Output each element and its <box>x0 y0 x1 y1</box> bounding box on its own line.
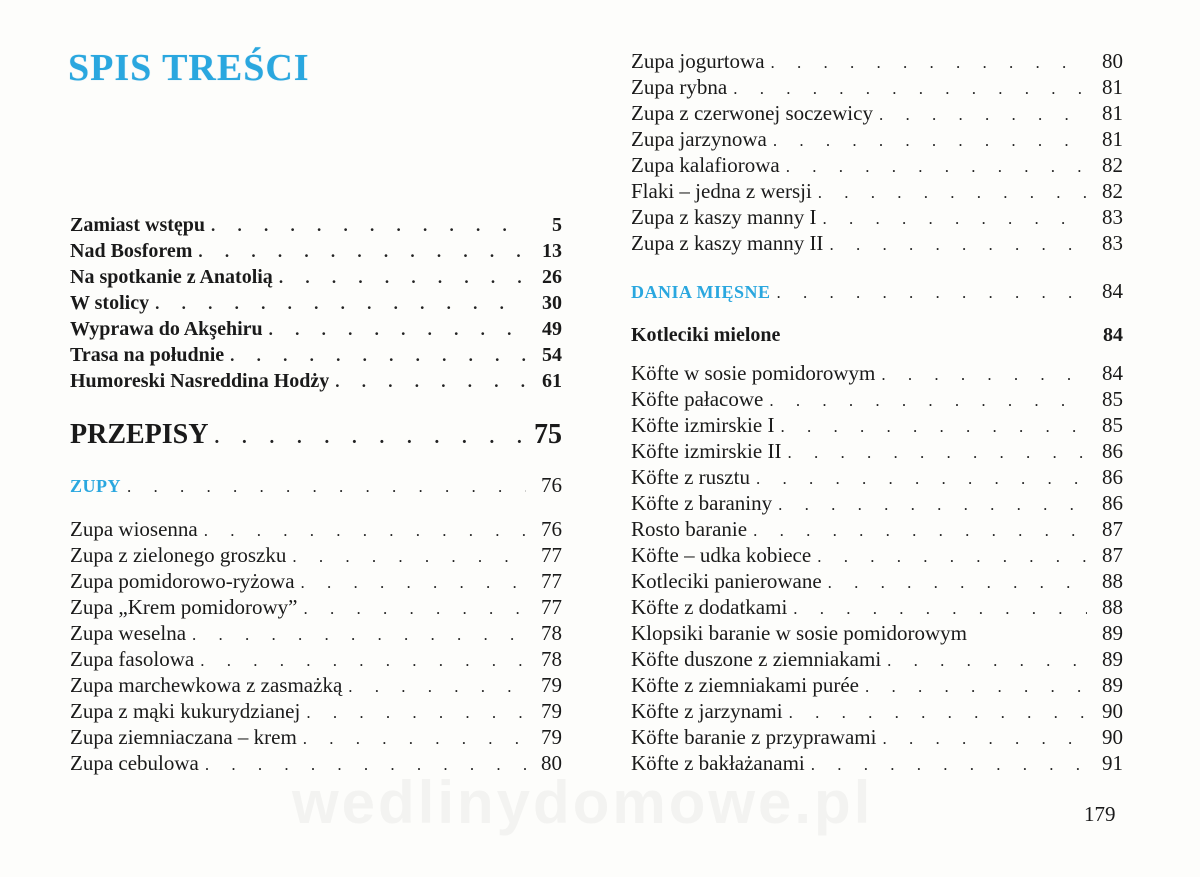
toc-entry-page: 77 <box>541 595 562 619</box>
dot-leader <box>818 180 1087 206</box>
toc-entry-page: 79 <box>541 673 562 697</box>
toc-entry-title: Köfte z jarzynami <box>631 699 783 723</box>
toc-entry[interactable] <box>631 126 1123 152</box>
dot-leader <box>881 362 1087 388</box>
toc-entry-page: 78 <box>541 621 562 645</box>
dot-leader <box>269 317 526 343</box>
toc-entry-page: 82 <box>1102 179 1123 203</box>
dot-leader <box>200 648 526 674</box>
dot-leader <box>192 622 526 648</box>
toc-entry-title: Na spotkanie z Anatolią <box>70 266 273 288</box>
subsection-heading[interactable] <box>631 322 1123 348</box>
category-dania-miesne <box>631 278 1123 304</box>
toc-entry[interactable] <box>631 74 1123 100</box>
toc-entry[interactable] <box>631 646 1123 672</box>
dot-leader <box>778 492 1087 518</box>
toc-entry-title: Zupa cebulowa <box>70 751 199 775</box>
toc-entry-title: Zupa z czerwonej soczewicy <box>631 101 873 125</box>
dot-leader <box>279 265 526 291</box>
toc-entry-title: Flaki – jedna z wersji <box>631 179 812 203</box>
toc-entry-title: Trasa na południe <box>70 344 225 366</box>
toc-entry-page: 5 <box>552 214 562 236</box>
dot-leader <box>786 154 1087 180</box>
toc-entry[interactable] <box>70 516 562 542</box>
dot-leader <box>771 50 1087 76</box>
toc-entry[interactable] <box>70 698 562 724</box>
toc-entry-title: Wyprawa do Akşehiru <box>70 318 263 340</box>
category-zupy <box>70 472 562 498</box>
toc-entry[interactable] <box>631 698 1123 724</box>
toc-entry-page: 79 <box>541 725 562 749</box>
subsection-heading-title: Kotleciki mielone <box>631 324 781 346</box>
toc-entry-title: Köfte z rusztu <box>631 465 750 489</box>
toc-entry[interactable] <box>631 672 1123 698</box>
toc-entry[interactable] <box>631 464 1123 490</box>
toc-entry[interactable] <box>70 750 562 776</box>
toc-entry-page: 86 <box>1102 465 1123 489</box>
toc-entry-page: 77 <box>541 569 562 593</box>
watermark: wedlinydomowe.pl <box>292 769 874 836</box>
toc-entry-title: Köfte izmirskie II <box>631 439 782 463</box>
toc-entry[interactable] <box>631 204 1123 230</box>
intro-chapter-list <box>70 212 562 394</box>
toc-entry-page: 83 <box>1102 231 1123 255</box>
dot-leader <box>811 752 1087 778</box>
toc-entry-title: Zupa fasolowa <box>70 647 195 671</box>
dot-leader <box>204 518 526 544</box>
toc-entry-title: Zupa kalafiorowa <box>631 153 780 177</box>
dot-leader <box>777 280 1087 306</box>
dot-leader <box>155 291 526 317</box>
toc-entry-title: Zamiast wstępu <box>70 214 206 236</box>
subsection-heading-page: 84 <box>1103 324 1123 346</box>
dot-leader <box>211 213 526 239</box>
toc-entry[interactable] <box>70 568 562 594</box>
toc-entry-page: 77 <box>541 543 562 567</box>
toc-entry[interactable] <box>631 750 1123 776</box>
dot-leader <box>829 232 1087 258</box>
toc-entry[interactable] <box>631 724 1123 750</box>
toc-entry[interactable] <box>631 490 1123 516</box>
dot-leader <box>335 369 526 395</box>
toc-entry-page: 89 <box>1102 647 1123 671</box>
toc-entry-title: Zupa weselna <box>70 621 187 645</box>
dot-leader <box>214 421 526 455</box>
dot-leader <box>879 102 1087 128</box>
toc-left-column <box>70 212 562 394</box>
category-heading-title: ZUPY <box>70 476 121 496</box>
toc-entry-title: Köfte duszone z ziemniakami <box>631 647 882 671</box>
toc-entry-page: 80 <box>1102 49 1123 73</box>
toc-entry-page: 81 <box>1102 75 1123 99</box>
soup-list <box>70 516 562 776</box>
toc-entry-title: Rosto baranie <box>631 517 748 541</box>
dot-leader <box>348 674 526 700</box>
toc-entry[interactable] <box>70 368 562 394</box>
dot-leader <box>198 239 526 265</box>
meat-dish-list <box>631 360 1123 776</box>
toc-entry-title: Zupa z zielonego groszku <box>70 543 287 567</box>
toc-entry[interactable] <box>70 646 562 672</box>
section-heading[interactable] <box>70 418 562 452</box>
toc-entry[interactable] <box>70 724 562 750</box>
toc-entry-page: 54 <box>542 344 562 366</box>
toc-entry[interactable] <box>70 594 562 620</box>
page-number: 179 <box>1084 802 1116 826</box>
dot-leader <box>733 76 1087 102</box>
toc-entry-page: 76 <box>541 517 562 541</box>
dot-leader <box>789 700 1087 726</box>
section-heading-page: 75 <box>534 419 562 450</box>
dot-leader <box>127 474 526 500</box>
toc-entry-page: 85 <box>1102 387 1123 411</box>
category-heading[interactable] <box>70 472 562 498</box>
toc-entry-title: Köfte z ziemniakami purée <box>631 673 859 697</box>
toc-entry-title: Köfte z dodatkami <box>631 595 788 619</box>
toc-entry[interactable] <box>631 48 1123 74</box>
toc-entry-title: Humoreski Nasreddina Hodży <box>70 370 330 392</box>
toc-entry[interactable] <box>631 568 1123 594</box>
toc-entry-page: 80 <box>541 751 562 775</box>
dot-leader <box>822 206 1087 232</box>
toc-entry-page: 86 <box>1102 439 1123 463</box>
dot-leader <box>303 726 526 752</box>
dot-leader <box>303 596 526 622</box>
toc-entry-title: Zupa z kaszy manny II <box>631 231 824 255</box>
toc-entry-title: Nad Bosforem <box>70 240 193 262</box>
dot-leader <box>882 726 1087 752</box>
toc-entry-page: 91 <box>1102 751 1123 775</box>
toc-entry[interactable] <box>631 152 1123 178</box>
toc-entry-page: 82 <box>1102 153 1123 177</box>
toc-entry[interactable] <box>631 360 1123 386</box>
toc-entry-title: Zupa jogurtowa <box>631 49 765 73</box>
page-title: SPIS TREŚCI <box>68 47 310 89</box>
toc-entry-page: 85 <box>1102 413 1123 437</box>
toc-entry-page: 30 <box>542 292 562 314</box>
toc-entry-title: Klopsiki baranie w sosie pomidorowym <box>631 621 967 645</box>
dot-leader <box>230 343 526 369</box>
toc-entry-title: Zupa ziemniaczana – krem <box>70 725 297 749</box>
toc-entry-title: Kotleciki panierowane <box>631 569 822 593</box>
section-przepisy <box>70 418 562 452</box>
toc-entry[interactable] <box>631 594 1123 620</box>
toc-entry[interactable] <box>631 412 1123 438</box>
toc-entry-title: Zupa rybna <box>631 75 728 99</box>
toc-entry[interactable] <box>631 178 1123 204</box>
category-heading-title: DANIA MIĘSNE <box>631 282 771 302</box>
dot-leader <box>301 570 526 596</box>
toc-entry-page: 87 <box>1102 517 1123 541</box>
toc-entry-title: Zupa marchewkowa z zasmażką <box>70 673 343 697</box>
toc-entry[interactable] <box>70 264 562 290</box>
toc-entry[interactable] <box>70 542 562 568</box>
toc-entry-page: 86 <box>1102 491 1123 515</box>
toc-entry-page: 89 <box>1102 673 1123 697</box>
dot-leader <box>780 414 1087 440</box>
toc-entry-title: W stolicy <box>70 292 150 314</box>
toc-entry-page: 87 <box>1102 543 1123 567</box>
toc-entry-title: Zupa z kaszy manny I <box>631 205 817 229</box>
toc-entry[interactable] <box>631 620 1123 646</box>
toc-entry-title: Köfte – udka kobiece <box>631 543 812 567</box>
toc-entry-title: Köfte w sosie pomidorowym <box>631 361 876 385</box>
toc-left-recipes <box>70 516 562 776</box>
toc-entry-page: 13 <box>542 240 562 262</box>
toc-entry[interactable] <box>70 672 562 698</box>
soup-list-continued <box>631 48 1123 256</box>
category-heading-page: 76 <box>541 473 562 497</box>
toc-entry-page: 26 <box>542 266 562 288</box>
dot-leader <box>756 466 1087 492</box>
toc-entry-page: 90 <box>1102 699 1123 723</box>
toc-entry-page: 61 <box>542 370 562 392</box>
toc-entry-title: Köfte pałacowe <box>631 387 764 411</box>
toc-entry-page: 83 <box>1102 205 1123 229</box>
dot-leader <box>865 674 1087 700</box>
dot-leader <box>306 700 526 726</box>
toc-entry[interactable] <box>631 386 1123 412</box>
category-heading[interactable] <box>631 278 1123 304</box>
dot-leader <box>887 648 1087 674</box>
toc-entry[interactable] <box>631 516 1123 542</box>
toc-entry[interactable] <box>70 238 562 264</box>
dot-leader <box>753 518 1087 544</box>
toc-entry-title: Köfte izmirskie I <box>631 413 775 437</box>
toc-entry-title: Zupa pomidorowo-ryżowa <box>70 569 295 593</box>
toc-entry-page: 79 <box>541 699 562 723</box>
toc-entry-title: Zupa z mąki kukurydzianej <box>70 699 301 723</box>
toc-entry-page: 81 <box>1102 127 1123 151</box>
toc-right-column <box>631 48 1123 256</box>
toc-entry-page: 81 <box>1102 101 1123 125</box>
toc-entry-page: 88 <box>1102 569 1123 593</box>
toc-entry-title: Köfte z baraniny <box>631 491 773 515</box>
dot-leader <box>292 544 526 570</box>
dot-leader <box>787 440 1087 466</box>
toc-entry-title: Zupa „Krem pomidorowy” <box>70 595 298 619</box>
toc-entry-title: Zupa jarzynowa <box>631 127 767 151</box>
toc-entry[interactable] <box>631 230 1123 256</box>
toc-entry-title: Zupa wiosenna <box>70 517 198 541</box>
toc-entry[interactable] <box>631 100 1123 126</box>
toc-entry[interactable] <box>70 342 562 368</box>
toc-entry-page: 89 <box>1102 621 1123 645</box>
toc-entry-title: Köfte z bakłażanami <box>631 751 805 775</box>
dot-leader <box>205 752 526 778</box>
toc-entry-page: 78 <box>541 647 562 671</box>
dot-leader <box>769 388 1087 414</box>
dot-leader <box>773 128 1087 154</box>
category-heading-page: 84 <box>1102 279 1123 303</box>
dot-leader <box>817 544 1087 570</box>
dot-leader <box>793 596 1087 622</box>
subsection-kotleciki <box>631 322 1123 348</box>
toc-entry[interactable] <box>631 438 1123 464</box>
dot-leader <box>828 570 1087 596</box>
toc-entry-page: 49 <box>542 318 562 340</box>
toc-entry[interactable] <box>70 620 562 646</box>
toc-entry[interactable] <box>631 542 1123 568</box>
toc-entry[interactable] <box>70 212 562 238</box>
toc-entry-page: 84 <box>1102 361 1123 385</box>
toc-entry-page: 90 <box>1102 725 1123 749</box>
section-heading-title: PRZEPISY <box>70 419 209 450</box>
toc-entry[interactable] <box>70 316 562 342</box>
toc-entry-title: Köfte baranie z przyprawami <box>631 725 877 749</box>
toc-entry-page: 88 <box>1102 595 1123 619</box>
toc-entry[interactable] <box>70 290 562 316</box>
toc-right-recipes <box>631 360 1123 776</box>
